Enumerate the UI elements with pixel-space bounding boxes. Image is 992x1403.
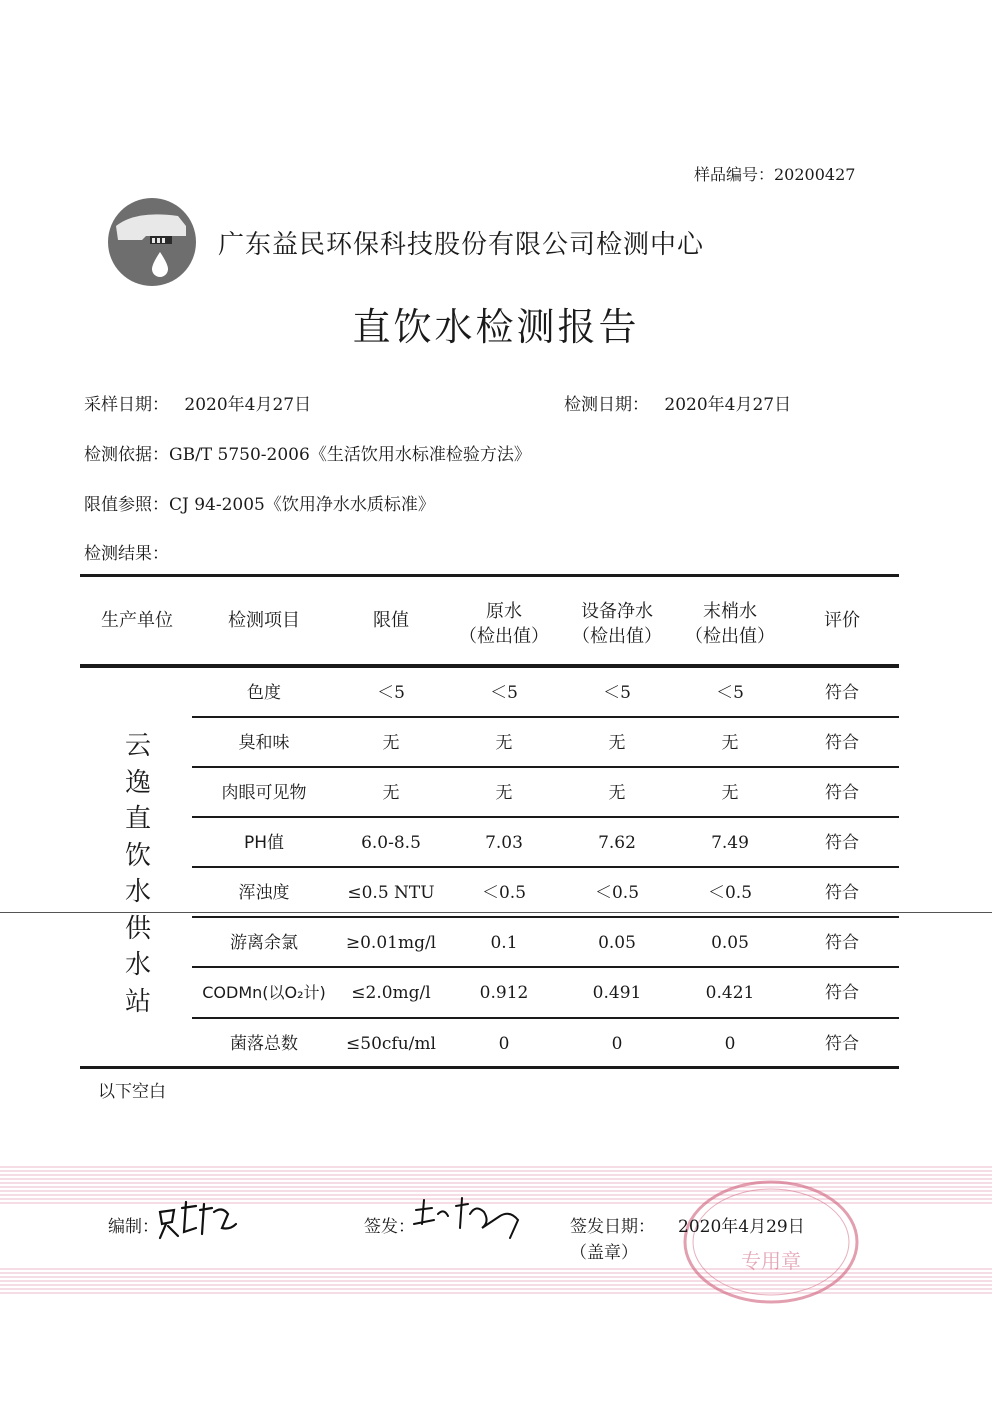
table-bottom-rule <box>80 1066 899 1069</box>
limit-reference-row <box>84 490 435 515</box>
header-raw-water <box>448 599 560 649</box>
end-value-cell: 0.421 <box>705 983 755 1003</box>
raw-value-cell: 无 <box>495 783 513 803</box>
table-row-divider <box>192 716 899 718</box>
seal-note: （盖章） <box>570 1243 638 1263</box>
evaluation-cell: 符合 <box>825 733 859 753</box>
issue-date-label: 签发日期： <box>570 1217 655 1237</box>
header-device-water <box>560 599 674 649</box>
item-cell: CODMn(以O₂计) <box>202 983 326 1002</box>
test-basis-row <box>84 440 531 465</box>
end-value-cell: 0.05 <box>711 933 749 953</box>
header-raw-water-sub: （检出值） <box>459 626 549 647</box>
item-cell: 色度 <box>247 683 281 703</box>
item-cell: 菌落总数 <box>230 1034 298 1054</box>
sample-date-value: 2020年4月27日 <box>184 395 312 415</box>
test-basis-value: GB/T 5750-2006《生活饮用水标准检验方法》 <box>169 445 531 465</box>
item-cell: 臭和味 <box>238 733 290 753</box>
results-label: 检测结果： <box>84 544 169 564</box>
evaluation-cell: 符合 <box>825 833 859 853</box>
table-row-divider <box>192 916 899 918</box>
limit-cell: 6.0-8.5 <box>361 833 421 853</box>
issue-date-value: 2020年4月29日 <box>678 1217 805 1237</box>
sample-number: 样品编号：20200427 <box>694 165 856 184</box>
end-value-cell: ＜5 <box>716 683 744 703</box>
device-value-cell: 7.62 <box>598 833 636 853</box>
header-unit: 生产单位 <box>101 610 173 631</box>
raw-value-cell: 0 <box>498 1034 510 1054</box>
device-value-cell: 0.491 <box>592 983 642 1003</box>
header-limit: 限值 <box>373 610 409 631</box>
raw-value-cell: 无 <box>495 733 513 753</box>
device-value-cell: 0 <box>611 1034 623 1054</box>
table-row-divider <box>192 1017 899 1019</box>
evaluation-cell: 符合 <box>825 1034 859 1054</box>
limit-cell: ＜5 <box>377 683 405 703</box>
test-date-row <box>564 390 791 415</box>
device-value-cell: 无 <box>608 733 626 753</box>
table-row-divider <box>192 966 899 968</box>
table-row-divider <box>192 866 899 868</box>
item-cell: 浑浊度 <box>238 883 290 903</box>
limit-cell: 无 <box>382 783 400 803</box>
sample-date-label: 采样日期： <box>84 395 169 415</box>
item-cell: 游离余氯 <box>230 933 298 953</box>
water-tap-logo-icon <box>106 196 198 288</box>
table-row-divider <box>192 766 899 768</box>
header-end-water-title: 末梢水 <box>703 601 757 622</box>
end-value-cell: ＜0.5 <box>707 883 753 903</box>
official-seal-stamp <box>680 1176 862 1306</box>
device-value-cell: ＜0.5 <box>594 883 640 903</box>
limit-cell: ≤50cfu/ml <box>346 1034 436 1054</box>
header-device-water-title: 设备净水 <box>581 601 653 622</box>
limit-cell: 无 <box>382 733 400 753</box>
blank-below-note: 以下空白 <box>98 1082 166 1102</box>
stamp-text: 专用章 <box>741 1249 801 1273</box>
header-end-water <box>673 599 787 649</box>
end-value-cell: 无 <box>721 733 739 753</box>
header-end-water-sub: （检出值） <box>685 626 775 647</box>
item-cell: 肉眼可见物 <box>221 783 307 803</box>
raw-value-cell: 0.912 <box>479 983 529 1003</box>
company-name: 广东益民环保科技股份有限公司检测中心 <box>218 230 705 260</box>
raw-value-cell: 7.03 <box>485 833 523 853</box>
test-date-value: 2020年4月27日 <box>664 395 792 415</box>
header-device-water-sub: （检出值） <box>572 626 662 647</box>
production-unit-name: 云逸直饮水供水站 <box>124 731 151 1017</box>
test-date-label: 检测日期： <box>564 395 649 415</box>
table-row-divider <box>192 816 899 818</box>
end-value-cell: 0 <box>724 1034 736 1054</box>
evaluation-cell: 符合 <box>825 783 859 803</box>
limit-reference-label: 限值参照： <box>84 495 169 515</box>
raw-value-cell: ＜5 <box>490 683 518 703</box>
issuer-label: 签发： <box>364 1217 415 1237</box>
limit-cell: ≥0.01mg/l <box>345 933 437 953</box>
sample-date-row <box>84 390 311 415</box>
header-raw-water-title: 原水 <box>486 601 522 622</box>
table-top-rule <box>80 574 899 577</box>
raw-value-cell: ＜0.5 <box>481 883 527 903</box>
report-title: 直饮水检测报告 <box>352 305 640 349</box>
raw-value-cell: 0.1 <box>490 933 518 953</box>
evaluation-cell: 符合 <box>825 983 859 1003</box>
device-value-cell: 0.05 <box>598 933 636 953</box>
editor-signature-icon <box>156 1198 240 1240</box>
header-item: 检测项目 <box>228 610 300 631</box>
evaluation-cell: 符合 <box>825 933 859 953</box>
limit-reference-value: CJ 94-2005《饮用净水水质标准》 <box>169 495 435 515</box>
end-value-cell: 7.49 <box>711 833 749 853</box>
table-header-rule <box>80 664 899 668</box>
issuer-signature-icon <box>410 1194 530 1244</box>
header-evaluation: 评价 <box>824 610 860 631</box>
device-value-cell: 无 <box>608 783 626 803</box>
evaluation-cell: 符合 <box>825 883 859 903</box>
limit-cell: ≤2.0mg/l <box>351 983 431 1003</box>
test-basis-label: 检测依据： <box>84 445 169 465</box>
limit-cell: ≤0.5 NTU <box>347 883 435 903</box>
end-value-cell: 无 <box>721 783 739 803</box>
device-value-cell: ＜5 <box>603 683 631 703</box>
editor-label: 编制： <box>108 1217 159 1237</box>
evaluation-cell: 符合 <box>825 683 859 703</box>
item-cell: PH值 <box>243 833 285 853</box>
